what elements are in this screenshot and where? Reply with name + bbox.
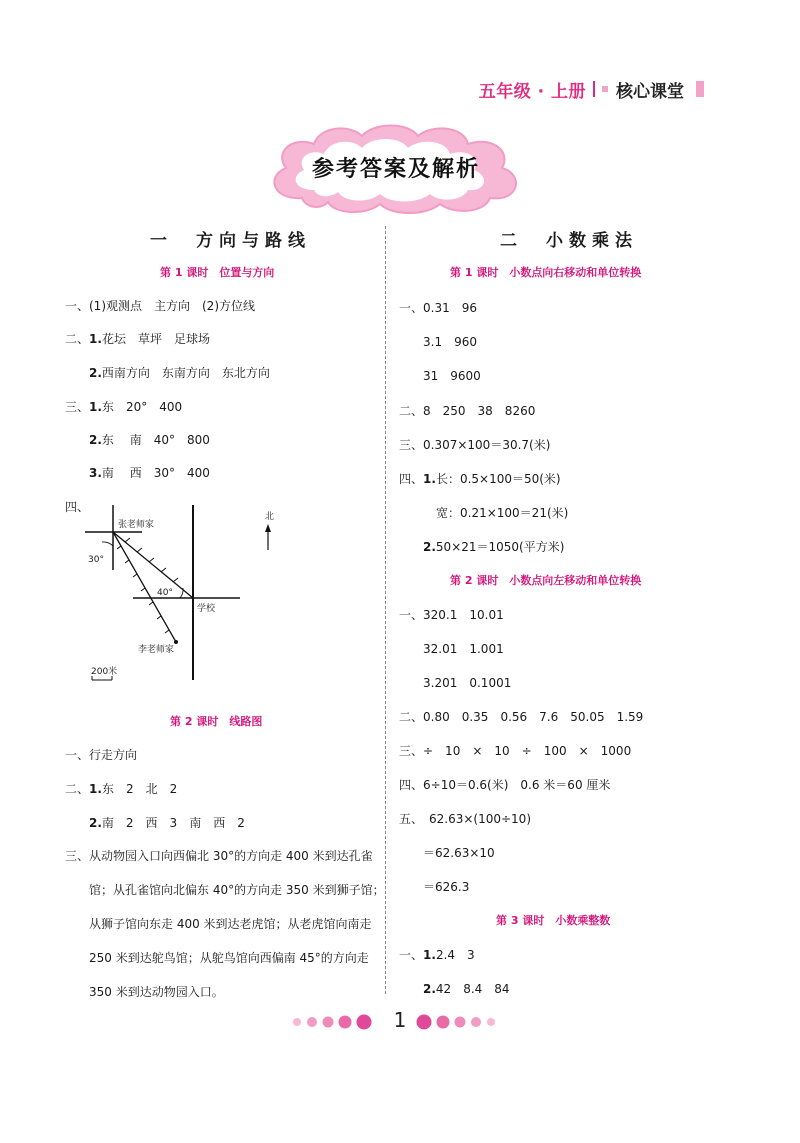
answer-line: 2.50×21＝1050(平方米): [423, 540, 565, 554]
answer-line: 四、1.长：0.5×100＝50(米): [399, 472, 561, 486]
header-square-icon: [602, 86, 608, 92]
label-scale: 200米: [91, 667, 118, 677]
series-label: 核心课堂: [616, 81, 684, 102]
answer-line: 2.东 南 40° 800: [89, 433, 210, 447]
answer-line: 一、320.1 10.01: [399, 608, 504, 622]
answer-line: 二、1.东 2 北 2: [65, 782, 178, 796]
header-bar-icon: [696, 81, 704, 97]
unit-heading-left: 一 方向与路线: [150, 231, 311, 251]
answer-line: 二、0.80 0.35 0.56 7.6 50.05 1.59: [399, 710, 644, 724]
answer-line: 三、从动物园入口向西偏北 30°的方向走 400 米到达孔雀: [65, 849, 373, 863]
unit-heading-right: 二 小数乘法: [500, 231, 638, 251]
page-header: [479, 78, 704, 100]
label-school: 学校: [197, 604, 216, 614]
answer-line: 宽：0.21×100＝21(米): [436, 506, 569, 520]
answer-line: 32.01 1.001: [423, 642, 504, 656]
answer-line: 2.西南方向 东南方向 东北方向: [89, 366, 270, 380]
answer-line: 2.42 8.4 84: [423, 982, 510, 996]
answer-line: 3.1 960: [423, 335, 477, 349]
answer-line: 3.201 0.1001: [423, 676, 512, 690]
answer-line: 从狮子馆向东走 400 米到达老虎馆；从老虎馆向南走: [89, 917, 372, 931]
direction-diagram: [80, 500, 280, 690]
page-title: 参考答案及解析: [311, 157, 480, 182]
answer-line: 四、: [65, 500, 90, 514]
answer-line: 3.南 西 30° 400: [89, 466, 210, 480]
answer-line: 二、1.花坛 草坪 足球场: [65, 332, 210, 346]
lesson-heading: 第 3 课时 小数乘整数: [496, 914, 611, 927]
answer-line: 一、(1)观测点 主方向 (2)方位线: [65, 299, 255, 313]
answer-line: ＝62.63×10: [423, 846, 495, 860]
answer-line: 250 米到达鸵鸟馆；从鸵鸟馆向西偏南 45°的方向走: [89, 951, 369, 965]
answer-line: 三、1.东 20° 400: [65, 400, 183, 414]
grade-label: 五年级 · 上册: [478, 81, 586, 102]
lesson-heading: 第 2 课时 线路图: [170, 715, 263, 728]
answer-line: ＝626.3: [423, 880, 470, 894]
answer-line: 三、0.307×100＝30.7(米): [399, 438, 551, 452]
label-north: 北: [265, 512, 275, 522]
answer-line: 31 9600: [423, 369, 481, 383]
answer-line: 四、6÷10＝0.6(米) 0.6 米＝60 厘米: [399, 778, 611, 792]
answer-line: 一、0.31 96: [399, 301, 477, 315]
answer-line: 三、÷ 10 × 10 ÷ 100 × 1000: [399, 744, 632, 758]
answer-line: 五、 62.63×(100÷10): [399, 812, 532, 826]
answer-line: 一、1.2.4 3: [399, 948, 475, 962]
answer-line: 馆；从孔雀馆向北偏东 40°的方向走 350 米到狮子馆；: [89, 883, 385, 897]
label-angle-30: 30°: [88, 555, 104, 565]
answer-line: 2.南 2 西 3 南 西 2: [89, 816, 245, 830]
label-zhang-home: 张老师家: [118, 520, 155, 530]
header-separator: [593, 81, 595, 97]
lesson-heading: 第 1 课时 位置与方向: [160, 266, 275, 279]
label-angle-40: 40°: [157, 588, 173, 598]
answer-line: 一、行走方向: [65, 748, 138, 762]
answer-line: 二、8 250 38 8260: [399, 404, 536, 418]
page-number: 1: [393, 1008, 407, 1032]
label-li-home: 李老师家: [138, 645, 175, 655]
lesson-heading: 第 2 课时 小数点向左移动和单位转换: [450, 574, 642, 587]
answer-line: 350 米到达动物园入口。: [89, 985, 224, 999]
lesson-heading: 第 1 课时 小数点向右移动和单位转换: [450, 266, 642, 279]
column-divider: [385, 226, 386, 994]
